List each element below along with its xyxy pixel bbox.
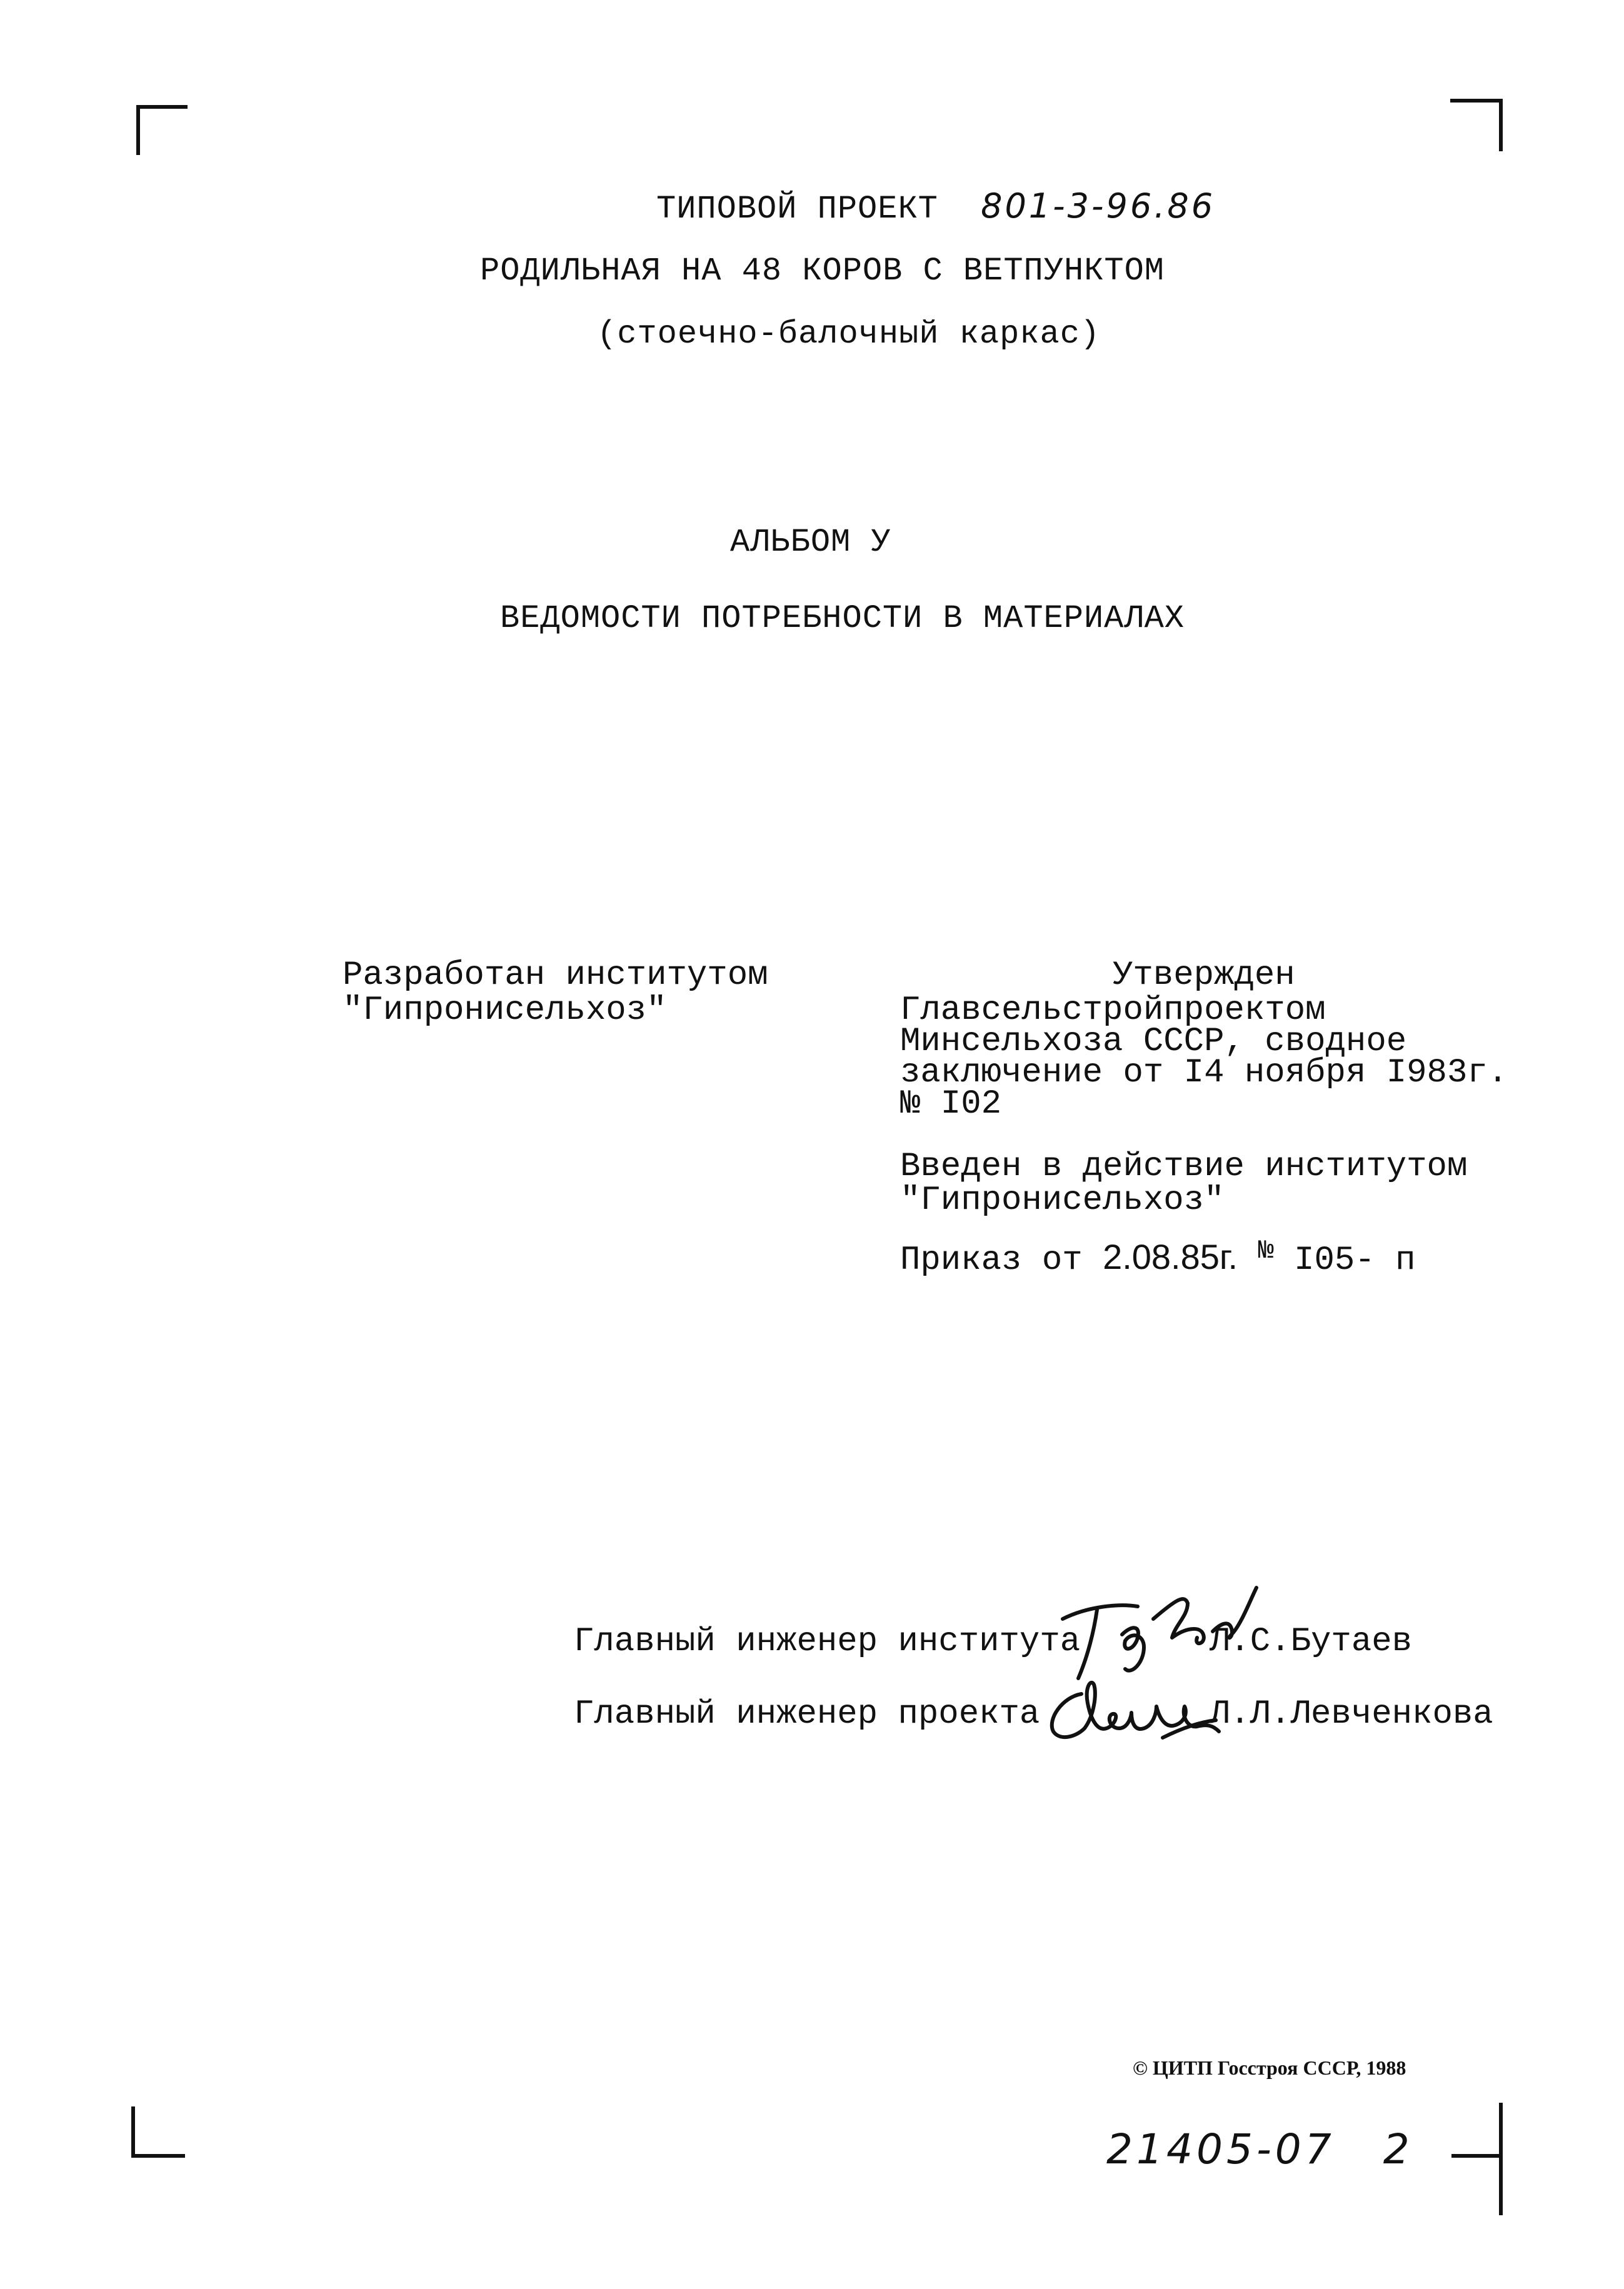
approval-heading: Утвержден [1113,956,1295,994]
project-label: ТИПОВОЙ ПРОЕКТ [656,191,938,228]
enactment-line-1: Введен в действие институтом [900,1148,1468,1186]
order-number-label: № [1258,1236,1274,1266]
signature-name-1: Л.С.Бутаев [1210,1623,1413,1661]
approval-line-3: заключение от I4 ноября I983г. [900,1054,1508,1092]
corner-mark-bottom-right-horizontal [1451,2154,1501,2158]
signature-role-1: Главный инженер института [574,1623,1081,1661]
stamp-number: 21405-07 [1106,2125,1335,2173]
approval-line-1: Главсельстройпроектом [900,991,1326,1029]
copyright-notice: © ЦИТП Госстроя СССР, 1988 [1133,2056,1406,2079]
signature-2-handwriting-icon [1038,1669,1225,1750]
signature-name-2: Л.Л.Левченкова [1210,1695,1493,1733]
order-prefix: Приказ от [900,1241,1083,1280]
album-name: АЛЬБОМ У [730,524,891,561]
approval-line-2: Минсельхоза СССР, сводное [900,1023,1407,1061]
sheet-number: 2 [1383,2125,1413,2173]
signature-role-2: Главный инженер проекта [574,1695,1040,1733]
approval-line-4: № I02 [900,1085,1002,1123]
project-title: РОДИЛЬНАЯ НА 48 КОРОВ С ВЕТПУНКТОМ [480,253,1165,289]
registration-stamp [1106,2125,1413,2173]
developer-line-1: Разработан институтом [343,956,768,994]
project-header [656,186,1215,228]
order-number: I05- п [1294,1241,1416,1280]
project-subtitle: (стоечно-балочный каркас) [597,316,1101,353]
corner-mark-bottom-left [131,2106,185,2158]
project-number: 801-3-96.86 [981,186,1216,226]
order-date: 2.08.85г. [1103,1237,1238,1276]
corner-mark-top-left [136,105,188,155]
enactment-order [900,1238,1416,1278]
corner-mark-bottom-right-vertical [1499,2103,1503,2215]
album-description: ВЕДОМОСТИ ПОТРЕБНОСТИ В МАТЕРИАЛАХ [500,600,1185,637]
corner-mark-top-right [1450,99,1503,151]
developer-line-2: "Гипронисельхоз" [343,991,667,1029]
enactment-line-2: "Гипронисельхоз" [900,1181,1225,1220]
